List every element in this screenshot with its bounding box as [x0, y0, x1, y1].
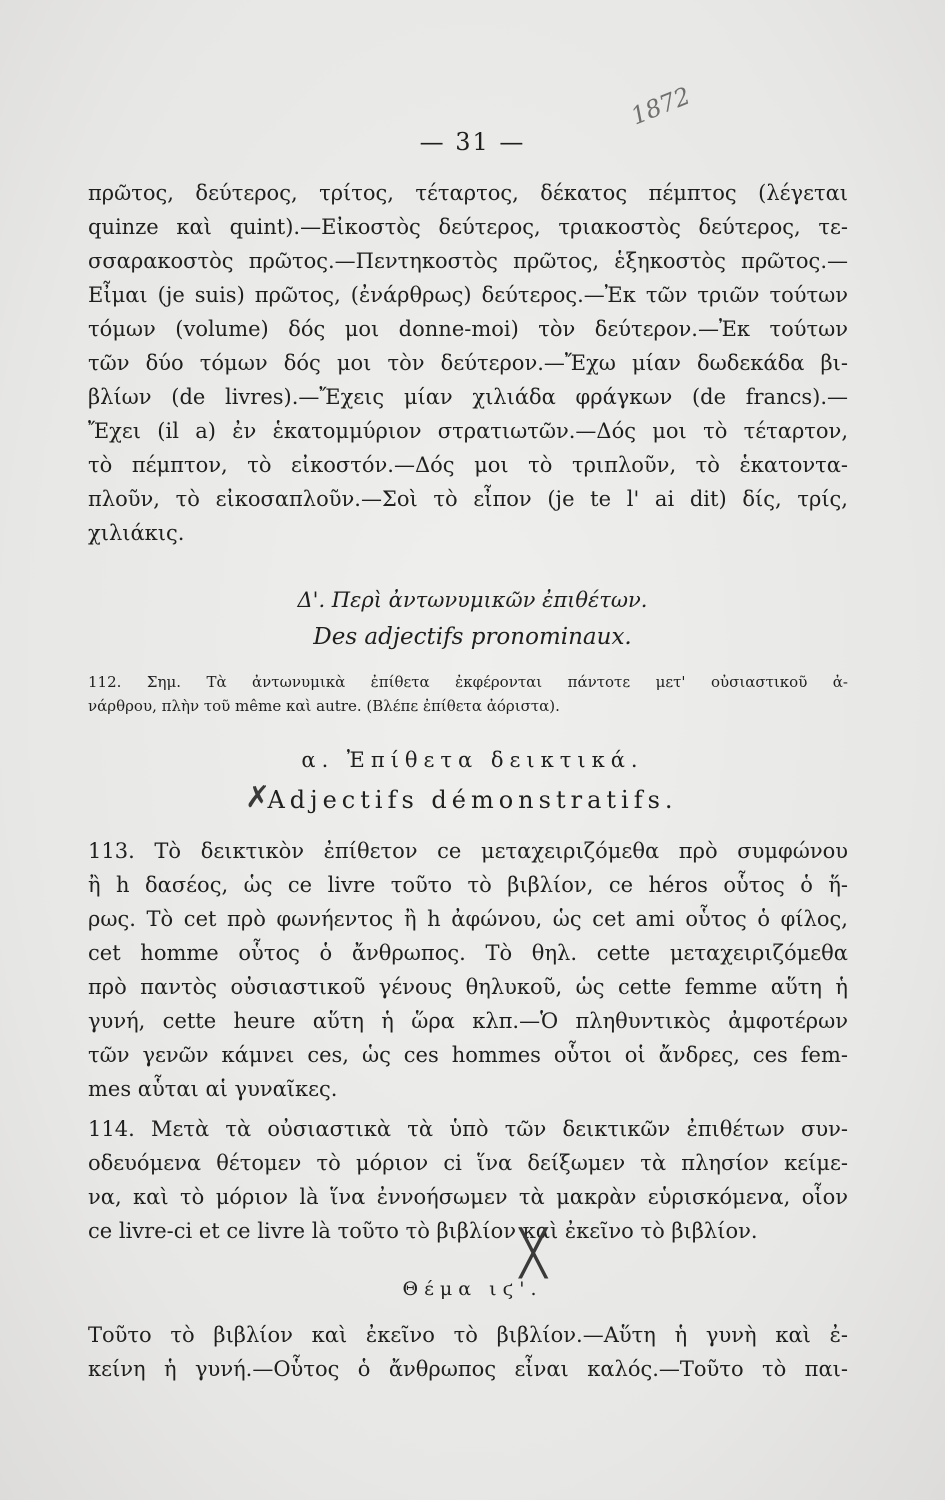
text-line: κείνη ἡ γυνή.—Οὗτος ὁ ἄνθρωπος εἶναι καλός.—Τοῦτο τὸ παι- — [88, 1357, 848, 1381]
text-line: να, καὶ τὸ μόριον là ἵνα ἐννοήσωμεν τὰ μακρὰν εὑρισκόμενα, οἷον — [88, 1185, 848, 1209]
paragraph-114 — [88, 1112, 848, 1248]
text-line: οδευόμενα θέτομεν τὸ μόριον ci ἵνα δείξωμεν τὰ πλησίον κείμε- — [88, 1151, 848, 1175]
ink-cross-mark: ╳ — [520, 1228, 547, 1279]
text-line: ρως. Τὸ cet πρὸ φωνήεντος ἢ h ἀφώνου, ὡς cet ami οὗτος ὁ φίλος, — [88, 907, 848, 931]
text-line: quinze καὶ quint).—Εἰκοστὸς δεύτερος, τριακοστὸς δεύτερος, τε- — [88, 215, 848, 239]
text-line: mes αὗται αἱ γυναῖκες. — [88, 1077, 338, 1101]
ink-cross-mark: ✗ — [245, 780, 271, 815]
text-line: ἢ h δασέος, ὡς ce livre τοῦτο τὸ βιβλίον, ce héros οὗτος ὁ ἥ- — [88, 873, 848, 897]
text-line: Ἔχει (il a) ἐν ἑκατομμύριον στρατιωτῶν.—Δός μοι τὸ τέταρτον, — [88, 419, 848, 443]
text-line: πλοῦν, τὸ εἰκοσαπλοῦν.—Σοὶ τὸ εἶπον (je te l' ai dit) δίς, τρίς, — [88, 487, 848, 511]
note-112 — [88, 670, 848, 718]
page-number: — 31 — — [419, 128, 526, 156]
text-line: 114. Μετὰ τὰ οὐσιαστικὰ τὰ ὑπὸ τῶν δεικτικῶν ἐπιθέτων συν- — [88, 1117, 848, 1141]
text-line: 112. Σημ. Τὰ ἀντωνυμικὰ ἐπίθετα ἐκφέρονται πάντοτε μετ' οὐσιαστικοῦ ἀ- — [88, 673, 848, 691]
subsection-heading-greek: α. Ἐπίθετα δεικτικά. — [301, 748, 644, 772]
text-line: νάρθρου, πλὴν τοῦ même καὶ autre. (Βλέπε ἐπίθετα ἀόριστα). — [88, 697, 560, 715]
text-line: 113. Τὸ δεικτικὸν ἐπίθετον ce μεταχειριζόμεθα πρὸ συμφώνου — [88, 839, 848, 863]
text-line: ce livre-ci et ce livre là τοῦτο τὸ βιβλίον καὶ ἐκεῖνο τὸ βιβλίον. — [88, 1219, 758, 1243]
text-line: γυνή, cette heure αὕτη ἡ ὥρα κλπ.—Ὁ πληθυντικὸς ἀμφοτέρων — [88, 1009, 848, 1033]
exercise-title: Θέμα ιϛ'. — [402, 1278, 543, 1300]
text-line: τὸ πέμπτον, τὸ εἰκοστόν.—Δός μοι τὸ τριπλοῦν, τὸ ἑκατοντα- — [88, 453, 848, 477]
paragraph-113 — [88, 834, 848, 1106]
ordinals-paragraph — [88, 176, 848, 550]
text-line: τῶν γενῶν κάμνει ces, ὡς ces hommes οὗτοι οἱ ἄνδρες, ces fem- — [88, 1043, 848, 1067]
section-heading-french: Des adjectifs pronominaux. — [313, 624, 632, 650]
text-line: πρὸ παντὸς οὐσιαστικοῦ γένους θηλυκοῦ, ὡς cette femme αὕτη ἡ — [88, 975, 848, 999]
text-line: τόμων (volume) δός μοι donne-moi) τὸν δεύτερον.—Ἐκ τούτων — [88, 317, 848, 341]
text-line: βλίων (de livres).—Ἔχεις μίαν χιλιάδα φράγκων (de francs).— — [88, 385, 848, 409]
text-line: σσαρακοστὸς πρῶτος.—Πεντηκοστὸς πρῶτος, ἑξηκοστὸς πρῶτος.— — [88, 249, 848, 273]
text-line: πρῶτος, δεύτερος, τρίτος, τέταρτος, δέκατος πέμπτος (λέγεται — [88, 181, 848, 205]
pencil-margin-note: 1872 — [626, 81, 695, 131]
subsection-heading-french: Adjectifs démonstratifs. — [267, 786, 678, 814]
section-heading-greek: Δ'. Περὶ ἀντωνυμικῶν ἐπιθέτων. — [297, 588, 648, 612]
text-line: τῶν δύο τόμων δός μοι τὸν δεύτερον.—Ἔχω μίαν δωδεκάδα βι- — [88, 351, 848, 375]
text-line: χιλιάκις. — [88, 521, 185, 545]
text-line: Εἶμαι (je suis) πρῶτος, (ἐνάρθρως) δεύτερος.—Ἐκ τῶν τριῶν τούτων — [88, 283, 848, 307]
exercise-text — [88, 1318, 848, 1386]
text-line: cet homme οὗτος ὁ ἄνθρωπος. Τὸ θηλ. cette μεταχειριζόμεθα — [88, 941, 848, 965]
text-line: Τοῦτο τὸ βιβλίον καὶ ἐκεῖνο τὸ βιβλίον.—Αὕτη ἡ γυνὴ καὶ ἐ- — [88, 1323, 848, 1347]
